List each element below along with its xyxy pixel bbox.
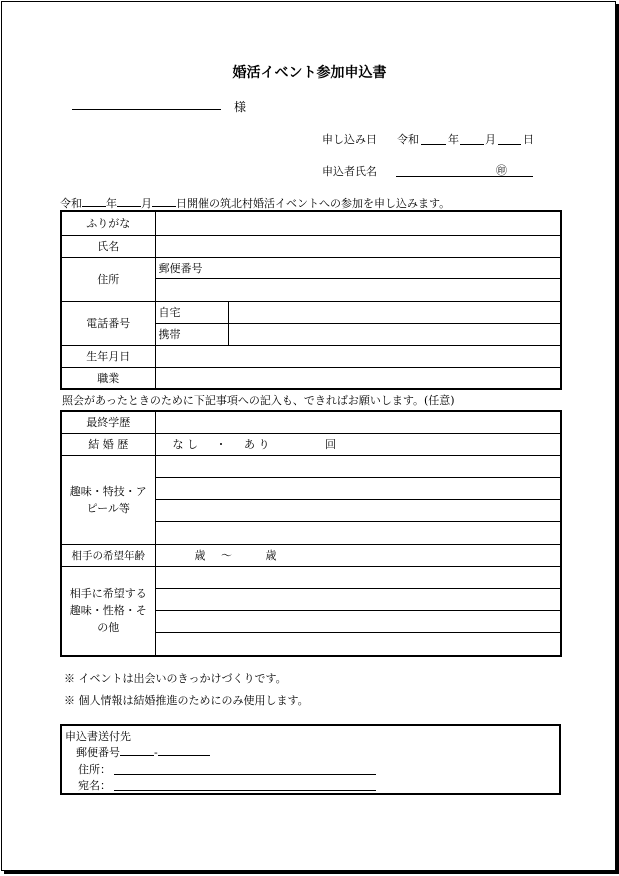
apply-date-day-field[interactable]: [498, 144, 521, 145]
intro-month-field[interactable]: [117, 196, 141, 207]
occupation-label: 職業: [61, 367, 155, 389]
marriage-label: 結 婚 歴: [61, 433, 155, 455]
hobbies-label: 趣味・特技・アピール等: [61, 455, 155, 544]
phone-label: 電話番号: [61, 301, 155, 345]
partner-pref-line-1[interactable]: [156, 567, 561, 589]
hobbies-line-2[interactable]: [156, 478, 561, 500]
send-address-field[interactable]: [114, 774, 376, 775]
send-postal-field-2[interactable]: [158, 744, 210, 756]
optional-info-table: [60, 410, 562, 657]
marriage-field[interactable]: [155, 433, 561, 455]
apply-date-label: 申し込み日: [322, 133, 377, 146]
address-label: 住所: [61, 257, 155, 301]
hobbies-line-1[interactable]: [156, 456, 561, 478]
mobile-phone-field[interactable]: [228, 323, 561, 345]
intro-day-field[interactable]: [152, 196, 176, 207]
applicant-label: 申込者氏名: [322, 165, 377, 178]
applicant-name-field[interactable]: [396, 176, 533, 177]
name-field[interactable]: [155, 235, 561, 257]
recipient-suffix: 様: [234, 100, 247, 114]
birthdate-label: 生年月日: [61, 345, 155, 367]
intro-year: 年: [106, 197, 117, 210]
hobbies-line-4[interactable]: [156, 522, 561, 544]
postal-label: 郵便番号: [158, 262, 203, 275]
education-label: 最終学歴: [61, 411, 155, 433]
hobbies-line-3[interactable]: [156, 500, 561, 522]
send-addressee-label: 宛名：: [78, 779, 111, 792]
seal-mark: ㊞: [496, 164, 507, 177]
intro-sentence: [60, 195, 450, 211]
note-2: ※ 個人情報は結婚推進のためにのみ使用します。: [64, 694, 309, 707]
apply-date-day: 日: [523, 133, 534, 146]
furigana-field[interactable]: [155, 211, 561, 235]
marriage-dot: ・: [215, 438, 227, 451]
partner-pref-cell: [155, 566, 561, 656]
send-address-label: 住所：: [78, 763, 111, 776]
marriage-times: 回: [325, 438, 336, 451]
apply-date-year-field[interactable]: [421, 144, 446, 145]
address-line-field[interactable]: [156, 279, 561, 300]
send-addressee-field[interactable]: [114, 790, 376, 791]
mobile-label: 携帯: [155, 323, 228, 345]
apply-date-month-field[interactable]: [460, 144, 484, 145]
occupation-field[interactable]: [155, 367, 561, 389]
apply-date-year: 年: [448, 133, 459, 146]
recipient-name-field[interactable]: [72, 109, 221, 110]
send-to-box: [60, 724, 561, 795]
intro-era: 令和: [60, 197, 82, 210]
send-postal-row: [76, 744, 210, 760]
home-label: 自宅: [155, 301, 228, 323]
furigana-label: ふりがな: [61, 211, 155, 235]
intro-year-field[interactable]: [82, 196, 106, 207]
partner-pref-label: 相手に希望する趣味・性格・その他: [61, 566, 155, 656]
send-postal-label: 郵便番号: [76, 746, 120, 759]
marriage-none[interactable]: な し: [172, 438, 198, 451]
applicant-info-table: [60, 210, 562, 390]
birthdate-field[interactable]: [155, 345, 561, 367]
address-cell: [155, 257, 561, 301]
send-postal-dash: -: [154, 746, 158, 759]
age-tilde: 〜: [221, 549, 232, 562]
name-label: 氏名: [61, 235, 155, 257]
send-title: 申込書送付先: [65, 730, 131, 743]
apply-date-era: 令和: [397, 133, 419, 146]
partner-pref-line-4[interactable]: [156, 633, 561, 655]
intro-text: 日開催の筑北村婚活イベントへの参加を申し込みます。: [176, 197, 451, 210]
send-postal-field-1[interactable]: [120, 744, 154, 756]
note-1: ※ イベントは出会いのきっかけづくりです。: [64, 672, 287, 685]
intro-month: 月: [141, 197, 152, 210]
age-pref-field[interactable]: [155, 544, 561, 566]
hobbies-cell: [155, 455, 561, 544]
home-phone-field[interactable]: [228, 301, 561, 323]
page-title: 婚活イベント参加申込書: [232, 65, 387, 81]
inquiry-note: 照会があったときのために下記事項への記入も、できればお願いします。(任意): [62, 394, 455, 407]
apply-date-month: 月: [485, 133, 496, 146]
partner-pref-line-2[interactable]: [156, 589, 561, 611]
age-to-unit: 歳: [265, 549, 277, 562]
age-from-unit: 歳: [194, 549, 206, 562]
partner-pref-line-3[interactable]: [156, 611, 561, 633]
marriage-yes[interactable]: あ り: [244, 438, 270, 451]
postal-row[interactable]: [156, 258, 561, 279]
education-field[interactable]: [155, 411, 561, 433]
age-pref-label: 相手の希望年齢: [61, 544, 155, 566]
